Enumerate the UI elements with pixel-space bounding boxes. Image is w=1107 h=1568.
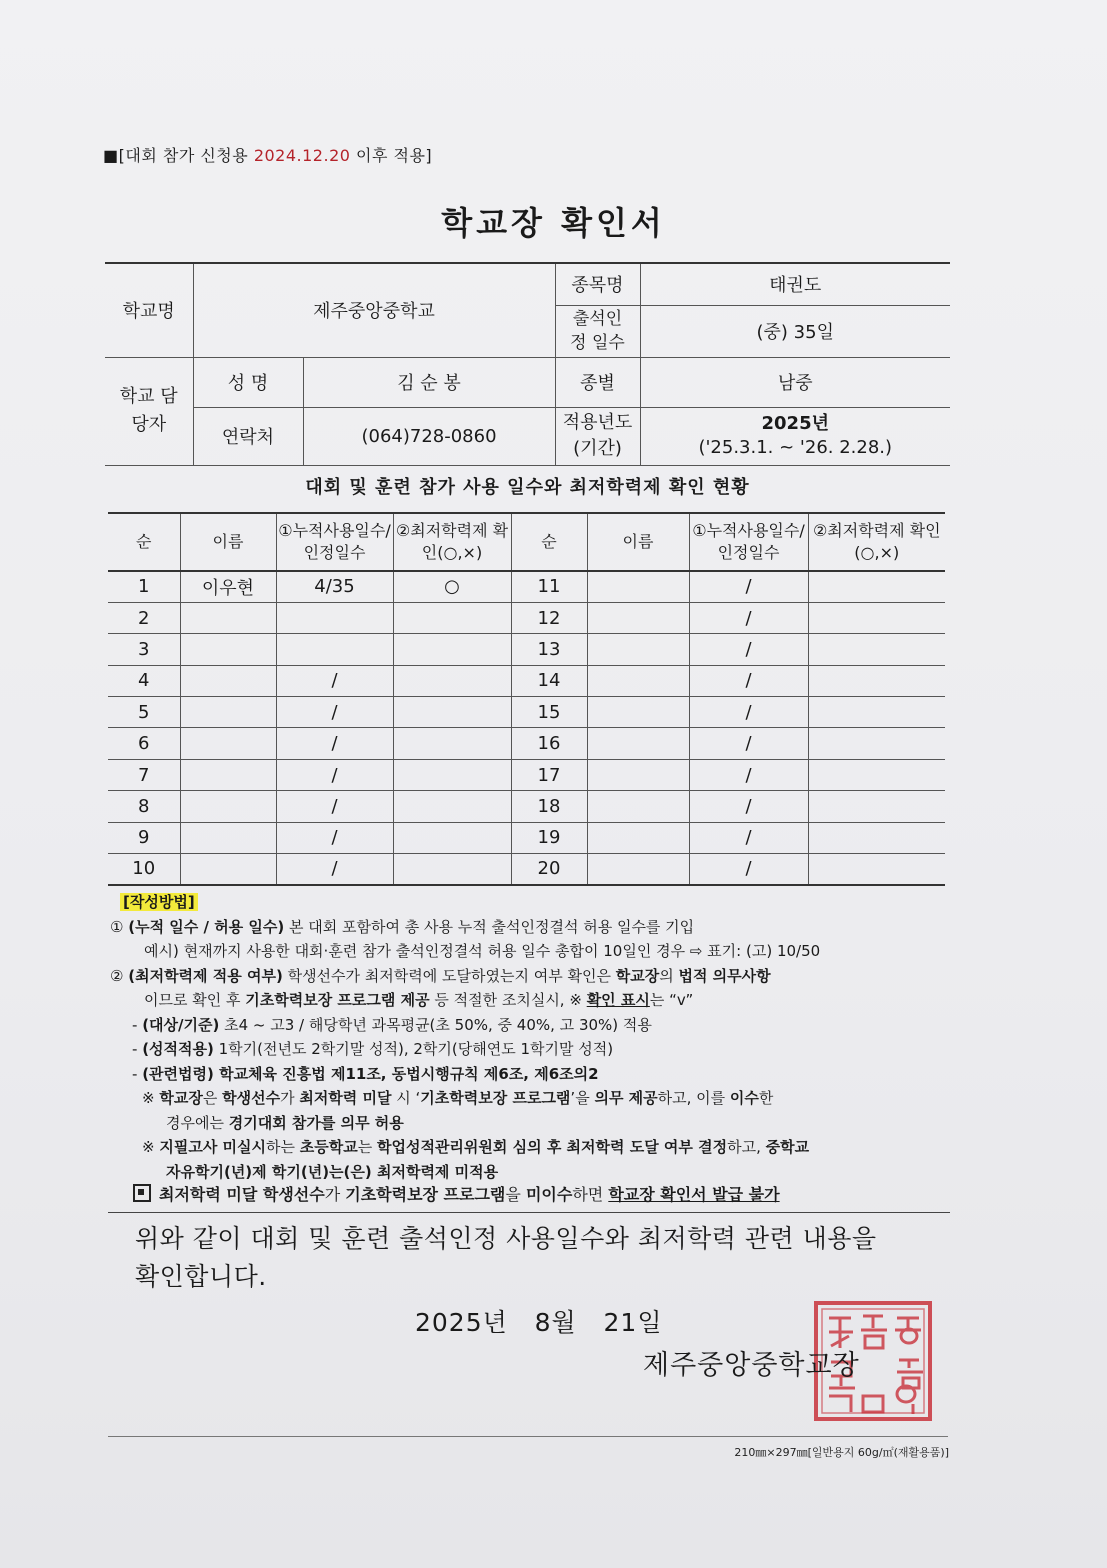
row-no-right: 16 xyxy=(511,728,587,759)
row-name-left xyxy=(180,634,276,665)
confirm-line-1: 위와 같이 대회 및 훈련 출석인정 사용일수와 최저학력 관련 내용을 xyxy=(135,1224,877,1253)
row-no-left: 6 xyxy=(108,728,180,759)
sport-value: 태권도 xyxy=(640,263,950,305)
row-days-left: / xyxy=(276,822,393,853)
row-name-right xyxy=(587,791,689,822)
final-note-e: 미이수 xyxy=(525,1185,573,1204)
row-days-right: / xyxy=(689,791,808,822)
method-item2-line2-e: 는 “v” xyxy=(649,991,694,1009)
note1-f: 시 ‘ xyxy=(391,1089,421,1107)
header-check-1: ②최저학력제 확인(○,×) xyxy=(393,513,511,571)
row-no-left: 10 xyxy=(108,854,180,885)
row-name-left xyxy=(180,822,276,853)
manager-label: 학교 담당자 xyxy=(105,357,193,465)
row-no-left: 7 xyxy=(108,759,180,790)
header-name-1: 이름 xyxy=(180,513,276,571)
row-check-right xyxy=(808,728,945,759)
method-item2-bold2: 학교장 xyxy=(615,966,660,985)
row-name-right xyxy=(587,665,689,696)
row-name-left xyxy=(180,854,276,885)
final-note-d: 을 xyxy=(505,1185,526,1204)
final-note-a: 최저학력 미달 학생선수 xyxy=(159,1185,325,1204)
row-check-right xyxy=(808,822,945,853)
row-no-left: 1 xyxy=(108,571,180,602)
row-no-right: 17 xyxy=(511,759,587,790)
row-no-left: 9 xyxy=(108,822,180,853)
notice-date: 2024.12.20 xyxy=(253,146,351,165)
note1-l: 한 xyxy=(758,1089,774,1107)
table-row xyxy=(108,697,945,728)
row-no-left: 4 xyxy=(108,665,180,696)
row-days-right: / xyxy=(689,759,808,790)
note1-b: 은 xyxy=(202,1089,223,1107)
student-table xyxy=(108,512,945,886)
sport-label: 종목명 xyxy=(555,263,640,305)
header-no-1: 순 xyxy=(108,513,180,571)
row-check-left xyxy=(393,665,511,696)
method-item2-bold3: 법적 의무사항 xyxy=(678,966,771,985)
method-item2-text: 학생선수가 최저학력에 도달하였는지 여부 확인은 xyxy=(282,966,616,985)
year-cell xyxy=(640,407,950,465)
row-no-right: 12 xyxy=(511,602,587,633)
name-value: 김 순 봉 xyxy=(303,357,555,407)
table-row xyxy=(108,602,945,633)
row-name-right xyxy=(587,571,689,602)
notice-line xyxy=(103,143,432,166)
contact-label: 연락처 xyxy=(193,407,303,465)
note1-h: ’을 xyxy=(570,1089,595,1107)
row-check-right xyxy=(808,665,945,696)
row-check-right xyxy=(808,759,945,790)
row-check-left xyxy=(393,791,511,822)
signer-name: 제주중앙중학교장 xyxy=(643,1350,860,1381)
header-no-2: 순 xyxy=(511,513,587,571)
section-divider xyxy=(108,1212,950,1213)
row-days-left: / xyxy=(276,728,393,759)
row-days-right: / xyxy=(689,634,808,665)
note2-line2: 자유학기(년)제 학기(년)는(은) 최저학력제 미적용 xyxy=(166,1162,499,1181)
final-note-g: 학교장 확인서 발급 불가 xyxy=(608,1185,780,1204)
school-label: 학교명 xyxy=(105,263,193,357)
table-row xyxy=(108,728,945,759)
note2-d: 는 xyxy=(357,1138,377,1156)
row-check-left xyxy=(393,602,511,633)
note1-line2-a: 경우에는 xyxy=(166,1113,229,1132)
contact-value: (064)728-0860 xyxy=(303,407,555,465)
header-days-2: ①누적사용일수/인정일수 xyxy=(689,513,808,571)
table-row xyxy=(108,791,945,822)
attendance-label: 출석인정 일수 xyxy=(555,305,640,357)
method-sub2-bold: (성적적용) xyxy=(142,1040,214,1058)
row-name-right xyxy=(587,602,689,633)
row-check-left xyxy=(393,759,511,790)
row-days-left: / xyxy=(276,665,393,696)
final-note-b: 가 xyxy=(324,1185,346,1204)
row-check-right xyxy=(808,602,945,633)
row-name-left xyxy=(180,697,276,728)
row-no-right: 20 xyxy=(511,854,587,885)
table-row xyxy=(108,665,945,696)
notice-suffix: 이후 적용] xyxy=(350,146,433,165)
method-item2-num: ② xyxy=(110,966,124,985)
method-item1-text: 본 대회 포함하여 총 사용 누적 출석인정결석 허용 일수를 기입 xyxy=(284,917,695,936)
method-section: [작성방법] ① (누적 일수 / 허용 일수) 본 대회 포함하여 총 사용 누적 출석인정결석 허용 일수를 기입 예시) 현재까지 사용한 대회·훈련 참가 출석인정결석 허용 일수 총합이 10일인 경우 ⇨ 표기: (고) 10/50 ② (최저학력제 적용 여부) 학생선수가 최저학력에 도달하였는지 여부 확인은 학교장의 법적 의무사항 이므로 확인 후 기초학력보장 프로그램 제공 등 적절한 조치실시, ※ 확인 표시는 “v” - (대상/기준) 초4 ~ 고3 / 해당학년 과목평균(초 50%, 중 40%, 고 30%) 적용 - (성적적용) 1학기(전년도 2학기말 성적), 2학기(당해연도 1학기말 성적) - (관련법령) 학교체육 진흥법 제11조, 동법시행규칙 제6조, 제6조의2 ※ 학교장은 학생선수가 최저학력 미달 시 ‘기초학력보장 프로그램’을 의무 제공하고, 이를 이수한 경우에는 경기대회 참가를 의무 허용 ※ 지필고사 미실시하는 초등학교는 학업성적관리위원회 심의 후 최저학력 도달 여부 결정하고, 중학교 자유학기(년)제 학기(년)는(은) 최저학력제 미적용 xyxy=(110,890,950,1184)
method-item1-bold: (누적 일수 / 허용 일수) xyxy=(128,917,285,936)
row-name-right xyxy=(587,822,689,853)
note1-line2-b: 경기대회 참가를 의무 허용 xyxy=(228,1113,404,1132)
note2-e: 학업성적관리위원회 심의 후 최저학력 도달 여부 결정 xyxy=(376,1138,728,1156)
note1-a: 학교장 xyxy=(159,1089,203,1107)
row-check-right xyxy=(808,854,945,885)
row-no-left: 2 xyxy=(108,602,180,633)
period-value: ('25.3.1. ~ '26. 2.28.) xyxy=(698,437,893,458)
row-days-left: / xyxy=(276,854,393,885)
category-label: 종별 xyxy=(555,357,640,407)
final-note-c: 기초학력보장 프로그램 xyxy=(345,1185,506,1204)
row-no-right: 18 xyxy=(511,791,587,822)
square-bullet-icon xyxy=(133,1184,151,1202)
note2-g: 중학교 xyxy=(765,1138,810,1156)
note2-b: 하는 xyxy=(266,1138,300,1156)
row-name-left xyxy=(180,602,276,633)
issue-date: 2025년 8월 21일 xyxy=(415,1308,663,1337)
row-name-left xyxy=(180,759,276,790)
confirm-line-2: 확인합니다. xyxy=(135,1262,267,1291)
category-value: 남중 xyxy=(640,357,950,407)
table-row xyxy=(108,571,945,602)
note1-g: 기초학력보장 프로그램 xyxy=(420,1089,571,1107)
row-check-left: ○ xyxy=(393,571,511,602)
note1-i: 의무 제공 xyxy=(594,1089,658,1107)
row-name-left xyxy=(180,791,276,822)
row-days-right: / xyxy=(689,854,808,885)
row-name-left: 이우현 xyxy=(180,571,276,602)
attendance-value: (중) 35일 xyxy=(640,305,950,357)
method-item1-example: 예시) 현재까지 사용한 대회·훈련 참가 출석인정결석 허용 일수 총합이 10일인 경우 ⇨ 표기: (고) 10/50 xyxy=(144,942,821,960)
row-name-left xyxy=(180,728,276,759)
method-sub3-text: 학교체육 진흥법 제11조, 동법시행규칙 제6조, 제6조의2 xyxy=(213,1064,599,1083)
footer-divider xyxy=(108,1436,948,1437)
table-row xyxy=(108,759,945,790)
method-item2-line2-b: 기초학력보장 프로그램 제공 xyxy=(245,991,430,1009)
note1-j: 하고, 이를 xyxy=(657,1089,730,1107)
row-days-right: / xyxy=(689,822,808,853)
row-days-right: / xyxy=(689,665,808,696)
note1-k: 이수 xyxy=(729,1089,759,1107)
row-no-right: 13 xyxy=(511,634,587,665)
note1-d: 가 xyxy=(280,1089,300,1107)
confirm-statement xyxy=(135,1220,945,1296)
method-item2-line2-a: 이므로 확인 후 xyxy=(144,991,246,1009)
final-note xyxy=(133,1182,780,1205)
row-name-right xyxy=(587,634,689,665)
student-table-body xyxy=(108,571,945,885)
row-check-left xyxy=(393,854,511,885)
row-no-right: 19 xyxy=(511,822,587,853)
note2-a: 지필고사 미실시 xyxy=(159,1138,266,1156)
method-item2-line2-c: 등 적절한 조치실시, ※ xyxy=(429,991,587,1009)
row-days-right: / xyxy=(689,571,808,602)
note1-c: 학생선수 xyxy=(222,1089,281,1107)
header-check-2: ②최저학력제 확인(○,×) xyxy=(808,513,945,571)
year-label: 적용년도 (기간) xyxy=(555,407,640,465)
year-value: 2025년 xyxy=(761,413,829,434)
row-check-left xyxy=(393,697,511,728)
note2-f: 하고, xyxy=(727,1138,766,1156)
row-no-left: 8 xyxy=(108,791,180,822)
row-days-left xyxy=(276,634,393,665)
row-name-right xyxy=(587,697,689,728)
row-no-right: 15 xyxy=(511,697,587,728)
row-days-right: / xyxy=(689,728,808,759)
row-check-left xyxy=(393,634,511,665)
table-row xyxy=(108,854,945,885)
school-value: 제주중앙중학교 xyxy=(193,263,555,357)
method-heading: [작성방법] xyxy=(120,893,198,911)
method-item2-bold: (최저학력제 적용 여부) xyxy=(128,966,283,985)
row-check-right xyxy=(808,571,945,602)
row-days-left: / xyxy=(276,791,393,822)
table-row xyxy=(108,822,945,853)
row-name-right xyxy=(587,728,689,759)
paper-spec: 210㎜×297㎜[일반용지 60g/㎡(재활용품)] xyxy=(734,1446,949,1459)
row-check-left xyxy=(393,728,511,759)
row-check-right xyxy=(808,697,945,728)
row-days-left: / xyxy=(276,697,393,728)
summary-title: 대회 및 훈련 참가 사용 일수와 최저학력제 확인 현황 xyxy=(305,477,750,498)
method-sub1-text: 초4 ~ 고3 / 해당학년 과목평균(초 50%, 중 40%, 고 30%) 적용 xyxy=(219,1015,652,1034)
method-sub2-text: 1학기(전년도 2학기말 성적), 2학기(당해연도 1학기말 성적) xyxy=(213,1040,614,1058)
header-name-2: 이름 xyxy=(587,513,689,571)
final-note-f: 하면 xyxy=(572,1185,609,1204)
row-days-right: / xyxy=(689,602,808,633)
row-no-right: 14 xyxy=(511,665,587,696)
method-sub1-bold: (대상/기준) xyxy=(142,1015,220,1034)
info-table xyxy=(105,262,950,466)
header-days-1: ①누적사용일수/인정일수 xyxy=(276,513,393,571)
table-row xyxy=(108,634,945,665)
method-item2-line2-d: 확인 표시 xyxy=(586,991,650,1009)
row-no-left: 5 xyxy=(108,697,180,728)
student-table-header xyxy=(108,513,945,571)
row-name-left xyxy=(180,665,276,696)
method-sub3-bold: (관련법령) xyxy=(142,1064,214,1083)
row-no-left: 3 xyxy=(108,634,180,665)
row-check-right xyxy=(808,634,945,665)
document-title: 학교장 확인서 xyxy=(441,204,666,242)
name-label: 성 명 xyxy=(193,357,303,407)
row-check-left xyxy=(393,822,511,853)
row-no-right: 11 xyxy=(511,571,587,602)
row-days-left xyxy=(276,602,393,633)
row-days-left: / xyxy=(276,759,393,790)
notice-prefix: ■[대회 참가 신청용 xyxy=(103,146,254,165)
method-item2-text2: 의 xyxy=(659,966,679,985)
row-check-right xyxy=(808,791,945,822)
row-days-right: / xyxy=(689,697,808,728)
row-name-right xyxy=(587,854,689,885)
note2-c: 초등학교 xyxy=(299,1138,358,1156)
row-name-right xyxy=(587,759,689,790)
note1-e: 최저학력 미달 xyxy=(299,1089,392,1107)
method-item1-num: ① xyxy=(110,917,124,936)
row-days-left: 4/35 xyxy=(276,571,393,602)
